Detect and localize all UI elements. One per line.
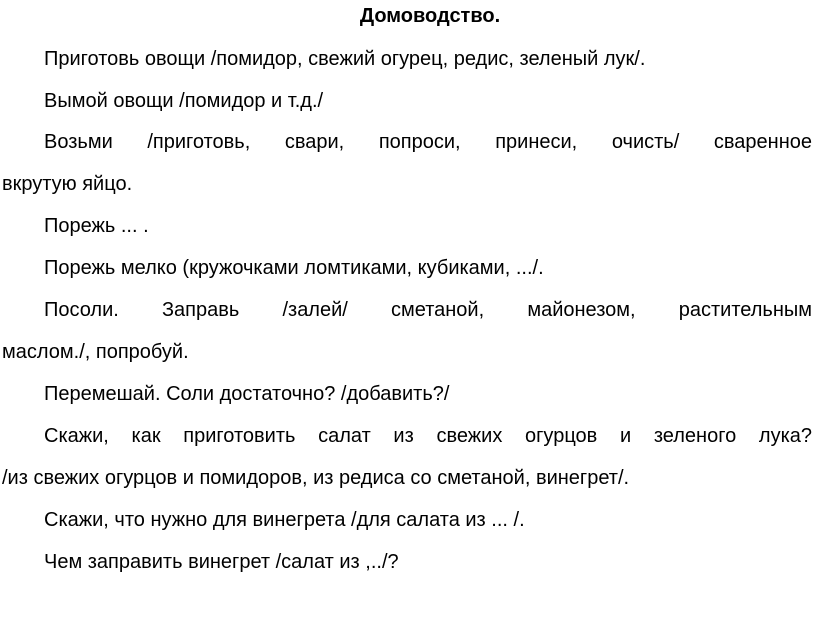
paragraph-6-continuation bbox=[2, 339, 814, 365]
paragraph-5 bbox=[44, 255, 816, 281]
paragraph-6-line-1: Посоли. Заправь /залей/ сметаной, майонезом, растительным bbox=[44, 299, 812, 321]
paragraph-3-line-1: Возьми /приготовь, свари, попроси, принеси, очисть/ сваренное bbox=[44, 131, 812, 153]
paragraph-9-line-1: Скажи, что нужно для винегрета /для салата из ... /. bbox=[44, 509, 525, 531]
paragraph-10-line-1: Чем заправить винегрет /салат из ,../? bbox=[44, 551, 399, 573]
paragraph-2-line-1: Вымой овощи /помидор и т.д./ bbox=[44, 90, 324, 112]
paragraph-8-continuation bbox=[2, 465, 814, 491]
paragraph-8-line-2: /из свежих огурцов и помидоров, из редиса со сметаной, винегрет/. bbox=[2, 467, 630, 489]
paragraph-2 bbox=[44, 88, 816, 114]
paragraph-3-line-2: вкрутую яйцо. bbox=[2, 173, 133, 195]
paragraph-5-line-1: Порежь мелко (кружочками ломтиками, кубиками, .../. bbox=[44, 257, 544, 279]
document-title: Домоводство. bbox=[359, 5, 501, 27]
paragraph-4 bbox=[44, 213, 816, 239]
paragraph-3-continuation bbox=[2, 171, 814, 197]
paragraph-1 bbox=[44, 46, 816, 72]
paragraph-7 bbox=[44, 381, 816, 407]
paragraph-8-line-1: Скажи, как приготовить салат из свежих огурцов и зеленого лука? bbox=[44, 425, 812, 447]
paragraph-9 bbox=[44, 507, 816, 533]
paragraph-6-line-2: маслом./, попробуй. bbox=[2, 341, 189, 363]
paragraph-6 bbox=[44, 297, 812, 323]
paragraph-1-line-1: Приготовь овощи /помидор, свежий огурец, редис, зеленый лук/. bbox=[44, 48, 646, 70]
paragraph-3 bbox=[44, 129, 812, 155]
paragraph-8 bbox=[44, 423, 812, 449]
paragraph-4-line-1: Порежь ... . bbox=[44, 215, 149, 237]
paragraph-7-line-1: Перемешай. Соли достаточно? /добавить?/ bbox=[44, 383, 450, 405]
paragraph-10 bbox=[44, 549, 816, 575]
